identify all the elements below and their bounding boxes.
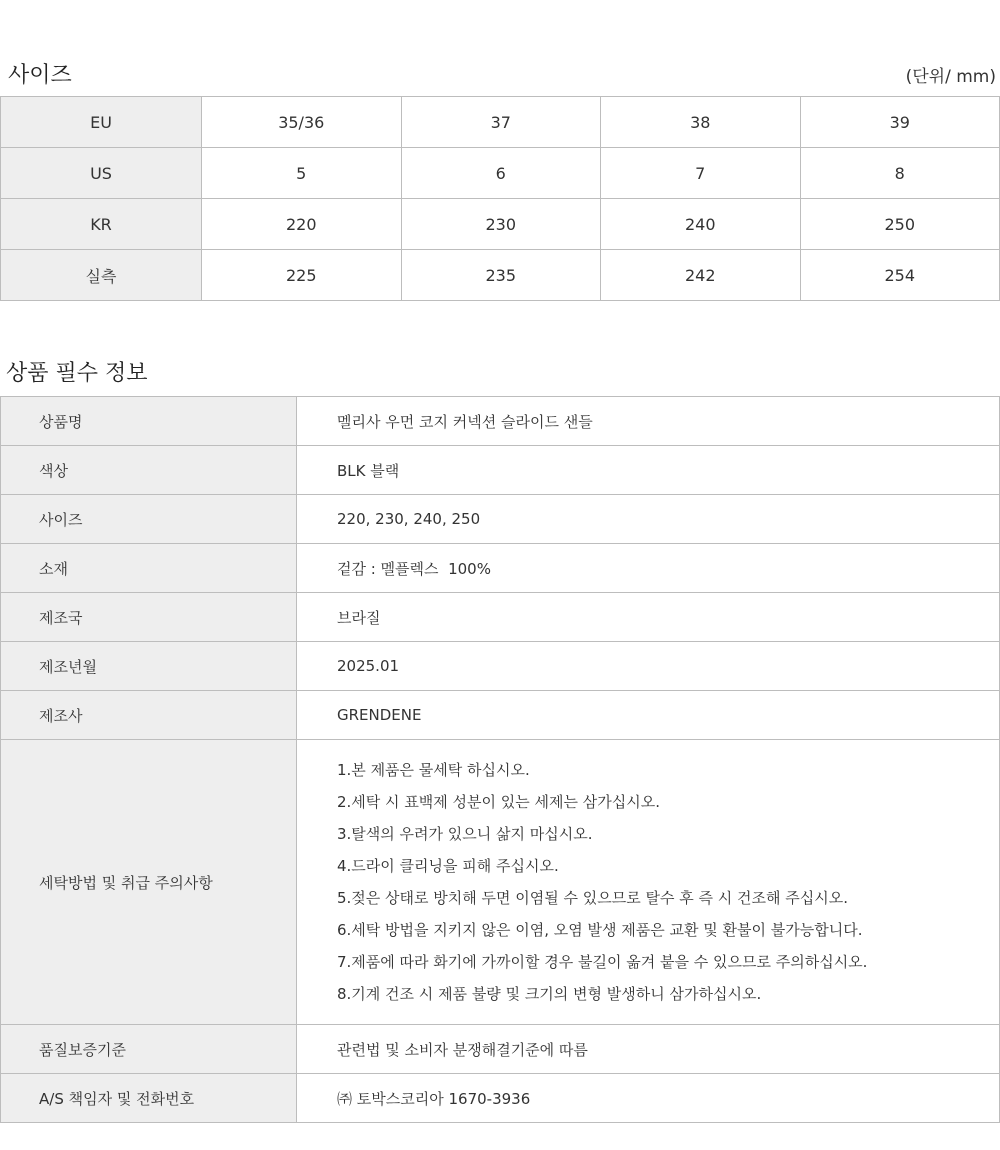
table-row [1, 544, 1000, 593]
info-label: 제조년월 [1, 642, 297, 691]
size-cell: 6 [401, 148, 601, 199]
care-instructions [297, 740, 1000, 1025]
size-cell: 220 [202, 199, 402, 250]
size-section-header [0, 58, 1000, 89]
info-value: 관련법 및 소비자 분쟁해결기준에 따름 [297, 1025, 1000, 1074]
size-cell: 38 [601, 97, 801, 148]
list-item: 2.세탁 시 표백제 성분이 있는 세제는 삼가십시오. [337, 793, 660, 811]
size-cell: 230 [401, 199, 601, 250]
size-cell: 242 [601, 250, 801, 301]
info-value: 겉감 : 멜플렉스 100% [297, 544, 1000, 593]
size-cell: 235 [401, 250, 601, 301]
size-cell: 8 [800, 148, 1000, 199]
product-info-table [0, 396, 1000, 1123]
table-row [1, 642, 1000, 691]
info-value: 2025.01 [297, 642, 1000, 691]
info-value: GRENDENE [297, 691, 1000, 740]
size-cell: 254 [800, 250, 1000, 301]
list-item: 6.세탁 방법을 지키지 않은 이염, 오염 발생 제품은 교환 및 환불이 불가능합니다. [337, 921, 863, 939]
table-row [1, 97, 1000, 148]
table-row [1, 148, 1000, 199]
table-row [1, 446, 1000, 495]
table-row [1, 593, 1000, 642]
size-cell: 240 [601, 199, 801, 250]
table-row [1, 495, 1000, 544]
size-table [0, 96, 1000, 301]
size-row-label: KR [1, 199, 202, 250]
info-section-header [0, 356, 1000, 387]
table-row [1, 691, 1000, 740]
info-value: ㈜ 토박스코리아 1670-3936 [297, 1074, 1000, 1123]
info-label: 품질보증기준 [1, 1025, 297, 1074]
info-label: 제조국 [1, 593, 297, 642]
table-row [1, 1025, 1000, 1074]
list-item: 1.본 제품은 물세탁 하십시오. [337, 761, 530, 779]
table-row [1, 199, 1000, 250]
list-item: 5.젖은 상태로 방치해 두면 이염될 수 있으므로 탈수 후 즉 시 건조해 주십시오. [337, 889, 848, 907]
size-cell: 250 [800, 199, 1000, 250]
size-row-label: US [1, 148, 202, 199]
info-value: 멜리사 우먼 코지 커넥션 슬라이드 샌들 [297, 397, 1000, 446]
size-cell: 39 [800, 97, 1000, 148]
list-item: 4.드라이 클리닝을 피해 주십시오. [337, 857, 559, 875]
size-cell: 35/36 [202, 97, 402, 148]
table-row [1, 1074, 1000, 1123]
size-cell: 37 [401, 97, 601, 148]
info-label: 소재 [1, 544, 297, 593]
size-row-label: 실측 [1, 250, 202, 301]
info-value: BLK 블랙 [297, 446, 1000, 495]
info-label: 상품명 [1, 397, 297, 446]
info-label: A/S 책임자 및 전화번호 [1, 1074, 297, 1123]
info-value: 브라질 [297, 593, 1000, 642]
table-row [1, 397, 1000, 446]
size-cell: 225 [202, 250, 402, 301]
list-item: 3.탈색의 우려가 있으니 삶지 마십시오. [337, 825, 593, 843]
info-label: 사이즈 [1, 495, 297, 544]
size-section-title: 사이즈 [8, 63, 72, 88]
info-section-title: 상품 필수 정보 [6, 361, 148, 386]
table-row [1, 740, 1000, 1025]
info-label: 제조사 [1, 691, 297, 740]
info-value: 220, 230, 240, 250 [297, 495, 1000, 544]
list-item: 7.제품에 따라 화기에 가까이할 경우 불길이 옮겨 붙을 수 있으므로 주의하십시오. [337, 953, 868, 971]
table-row [1, 250, 1000, 301]
info-label: 색상 [1, 446, 297, 495]
list-item: 8.기계 건조 시 제품 불량 및 크기의 변형 발생하니 삼가하십시오. [337, 985, 762, 1003]
size-cell: 5 [202, 148, 402, 199]
unit-note: (단위/ mm) [905, 67, 996, 87]
size-row-label: EU [1, 97, 202, 148]
care-label: 세탁방법 및 취급 주의사항 [1, 740, 297, 1025]
care-list [337, 740, 999, 1024]
size-cell: 7 [601, 148, 801, 199]
